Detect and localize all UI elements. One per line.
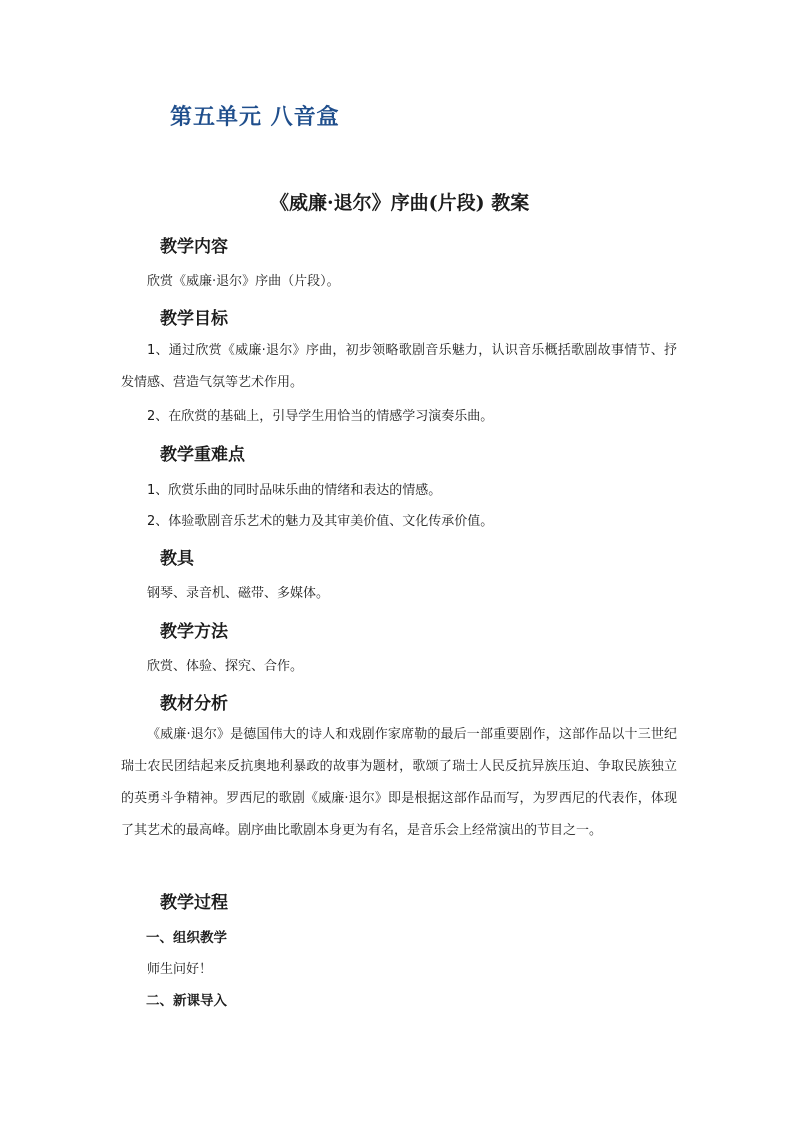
content-text: 欣赏《威廉·退尔》序曲（片段）。 (147, 274, 340, 289)
heading-process: 教学过程 (160, 893, 228, 913)
analysis-text: 《威廉·退尔》是德国伟大的诗人和戏剧作家席勒的最后一部重要剧作，这部作品以十三世纪瑞士农民团结起来反抗奥地利暴政的故事为题材，歌颂了瑞士人民反抗异族压迫、争取民族独立的英勇斗争精神。罗西尼的歌剧《威廉·退尔》即是根据这部作品而写，为罗西尼的代表作，体现了其艺术的最高峰。剧序曲比歌剧本身更为有名，是音乐会上经常演出的节目之一。 (121, 727, 677, 838)
goals-item-2: 2、在欣赏的基础上，引导学生用恰当的情感学习演奏乐曲。 (147, 409, 494, 424)
lesson-title: 《威廉·退尔》序曲(片段) 教案 (270, 192, 530, 214)
keypoints-item-2: 2、体验歌剧音乐艺术的魅力及其审美价值、文化传承价值。 (147, 514, 494, 529)
goals-item-1: 1、通过欣赏《威廉·退尔》序曲，初步领略歌剧音乐魅力，认识音乐概括歌剧故事情节、抒发情感、营造气氛等艺术作用。 (121, 343, 677, 390)
tools-text: 钢琴、录音机、磁带、多媒体。 (147, 586, 330, 601)
process-step-1-title: 一、组织教学 (146, 930, 227, 946)
unit-title: 第五单元 八音盒 (170, 104, 340, 130)
methods-text: 欣赏、体验、探究、合作。 (147, 659, 304, 674)
process-step-2-title: 二、新课导入 (146, 993, 227, 1009)
heading-analysis: 教材分析 (160, 694, 228, 714)
process-step-1-text: 师生问好！ (147, 962, 213, 977)
keypoints-item-1: 1、欣赏乐曲的同时品味乐曲的情绪和表达的情感。 (147, 483, 442, 498)
heading-tools: 教具 (160, 549, 194, 569)
heading-goals: 教学目标 (160, 309, 228, 329)
heading-keypoints: 教学重难点 (160, 445, 245, 465)
heading-methods: 教学方法 (160, 622, 228, 642)
heading-content: 教学内容 (160, 237, 228, 257)
